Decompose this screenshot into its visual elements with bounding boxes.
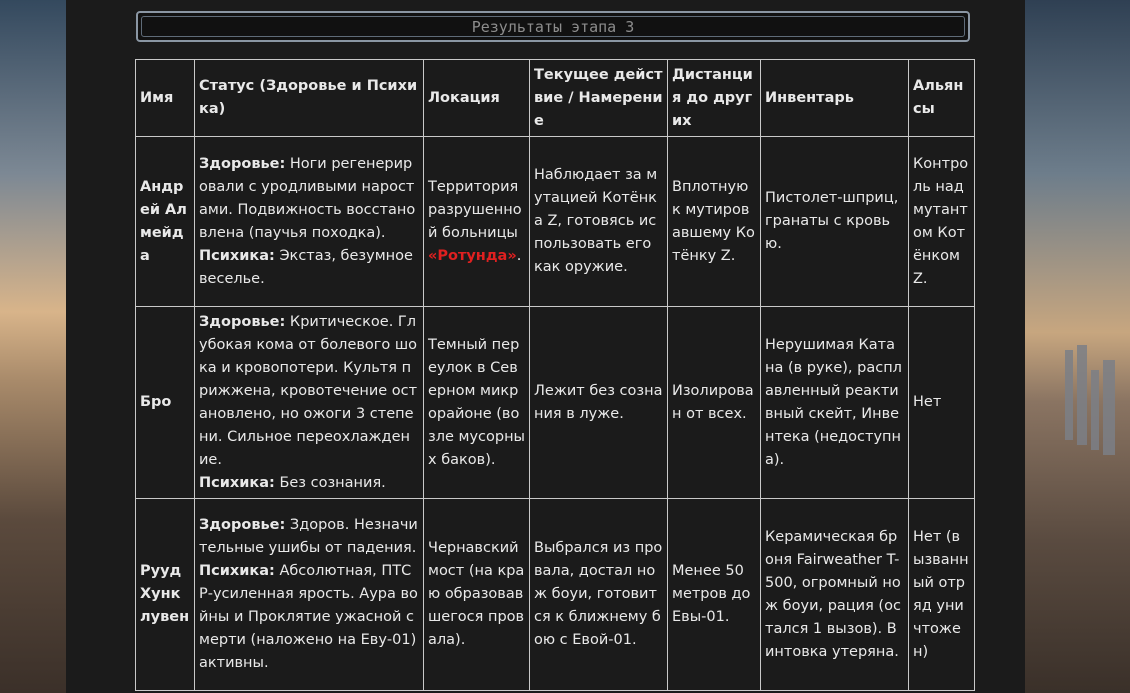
- stage-title: Результаты этапа 3: [471, 17, 635, 36]
- psyche-label: Психика:: [199, 247, 275, 264]
- header-alliances: Альянсы: [909, 60, 975, 137]
- table-row: [136, 307, 975, 499]
- location-highlight: «Ротунда»: [428, 247, 517, 264]
- psyche-text: Экстаз, безумное веселье.: [199, 247, 413, 287]
- ruin-spire: [1077, 345, 1087, 445]
- psyche-label: Психика:: [199, 563, 275, 579]
- psyche-label: Психика:: [199, 474, 275, 491]
- cell-inventory: Пистолет-шприц, гранаты с кровью.: [761, 137, 909, 307]
- cell-status: [195, 307, 424, 499]
- cell-action: Выбрался из провала, достал нож боуи, готовится к ближнему бою с Евой-01.: [530, 499, 668, 691]
- table-row: [136, 499, 975, 691]
- health-label: Здоровье:: [199, 517, 286, 533]
- cell-distance: Изолирован от всех.: [668, 307, 761, 499]
- health-label: Здоровье:: [199, 155, 286, 172]
- psyche-text: Абсолютная, ПТСР-усиленная ярость. Аура войны и Проклятие ужасной смерти (наложено на Еву-01) активны.: [199, 563, 418, 671]
- table-header-row: [136, 60, 975, 137]
- cell-name: [136, 137, 195, 307]
- cell-status: [195, 499, 424, 691]
- header-action: Текущее действие / Намерение: [530, 60, 668, 137]
- header-inventory: Инвентарь: [761, 60, 909, 137]
- location-end: .: [516, 247, 522, 264]
- character-name: Рууд Хунклувен: [140, 563, 190, 625]
- cell-name: [136, 307, 195, 499]
- header-distance: Дистанция до других: [668, 60, 761, 137]
- character-name: Андрей Алмейда: [140, 178, 187, 264]
- header-status: Статус (Здоровье и Психика): [195, 60, 424, 137]
- ruin-spire: [1091, 370, 1099, 450]
- table-row: [136, 137, 975, 307]
- content-panel: [66, 0, 1025, 693]
- location-text: Территория разрушенной больницы: [428, 178, 522, 241]
- health-label: Здоровье:: [199, 313, 286, 330]
- health-text: Критическое. Глубокая кома от болевого шока и кровопотери. Культя прижжена, кровотечение остановлено, но ожоги 3 степени. Сильное переохлаждение.: [199, 313, 418, 468]
- cell-alliances: Нет (вызванный отряд уничтожен): [909, 499, 975, 691]
- background-right: [1025, 0, 1130, 693]
- cell-action: Лежит без сознания в луже.: [530, 307, 668, 499]
- cell-distance: Менее 50 метров до Евы-01.: [668, 499, 761, 691]
- background-left: [0, 0, 66, 693]
- cell-name: [136, 499, 195, 691]
- cell-status: [195, 137, 424, 307]
- results-table: [135, 59, 975, 691]
- psyche-text: Без сознания.: [279, 474, 386, 491]
- header-location: Локация: [424, 60, 530, 137]
- cell-distance: Вплотную к мутировавшему Котёнку Z.: [668, 137, 761, 307]
- cell-location: Темный переулок в Северном микрорайоне (возле мусорных баков).: [424, 307, 530, 499]
- ruin-spire: [1103, 360, 1115, 455]
- cell-inventory: Керамическая броня Fairweather T-500, огромный нож боуи, рация (остался 1 вызов). Винтовка утеряна.: [761, 499, 909, 691]
- cell-alliances: Нет: [909, 307, 975, 499]
- stage-title-box: [136, 11, 970, 42]
- health-text: Здоров. Незначительные ушибы от падения.: [199, 517, 418, 556]
- cell-location: Чернавский мост (на краю образовавшегося провала).: [424, 499, 530, 691]
- cell-alliances: Контроль над мутантом Котёнком Z.: [909, 137, 975, 307]
- health-text: Ноги регенерировали с уродливыми наростами. Подвижность восстановлена (паучья походка).: [199, 155, 416, 241]
- cell-location: [424, 137, 530, 307]
- cell-action: Наблюдает за мутацией Котёнка Z, готовясь использовать его как оружие.: [530, 137, 668, 307]
- ruin-spire: [1065, 350, 1073, 440]
- character-name: Бро: [140, 394, 172, 410]
- header-name: Имя: [136, 60, 195, 137]
- cell-inventory: Нерушимая Катана (в руке), расплавленный реактивный скейт, Инвентека (недоступна).: [761, 307, 909, 499]
